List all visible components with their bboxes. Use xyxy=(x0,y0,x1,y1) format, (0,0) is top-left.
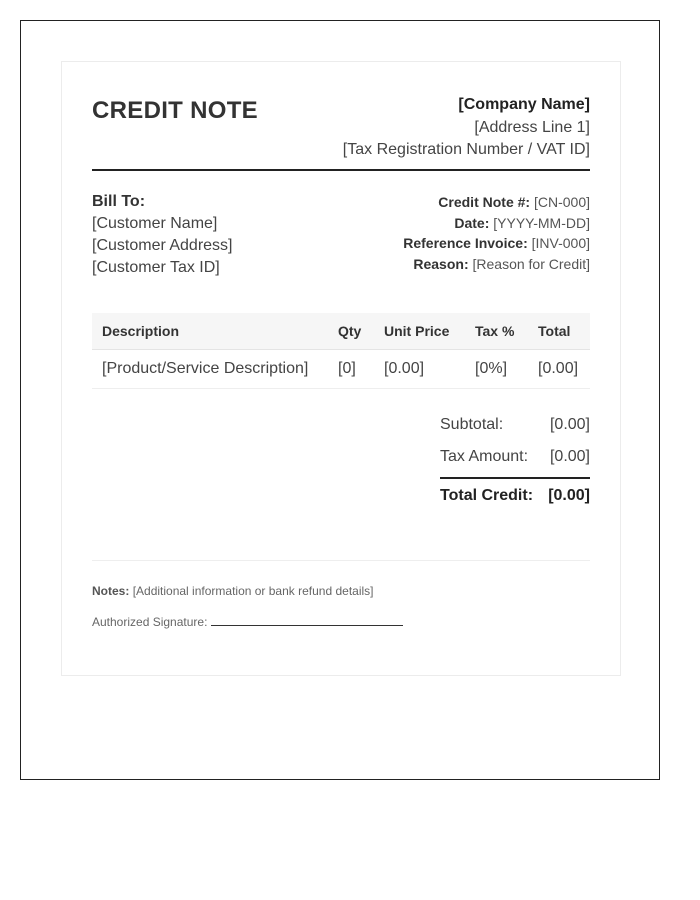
reason-value: [Reason for Credit] xyxy=(472,255,590,272)
column-header-unit-price: Unit Price xyxy=(374,313,465,349)
credit-note-number-row xyxy=(403,192,590,213)
notes-label: Notes: xyxy=(92,584,130,598)
date-label: Date: xyxy=(454,214,490,231)
credit-note-document xyxy=(61,61,621,676)
cell-description: [Product/Service Description] xyxy=(92,349,328,388)
totals-block xyxy=(440,409,590,513)
date-row xyxy=(403,213,590,234)
line-items-table xyxy=(92,313,590,389)
credit-note-number-label: Credit Note #: xyxy=(438,194,531,210)
document-footer xyxy=(92,560,590,630)
info-section xyxy=(92,171,590,313)
bill-to-block xyxy=(92,191,233,279)
signature-label: Authorized Signature: xyxy=(92,615,208,629)
signature-line xyxy=(92,613,590,630)
cell-unit-price: [0.00] xyxy=(374,349,465,388)
reference-invoice-row xyxy=(403,233,590,254)
customer-name: [Customer Name] xyxy=(92,215,218,232)
tax-amount-label: Tax Amount: xyxy=(440,447,529,465)
reference-invoice-value: [INV-000] xyxy=(531,235,590,251)
reference-invoice-label: Reference Invoice: xyxy=(403,235,528,251)
cell-total: [0.00] xyxy=(528,349,590,388)
notes-line xyxy=(92,583,590,599)
column-header-tax: Tax % xyxy=(465,313,528,349)
subtotal-label: Subtotal: xyxy=(440,415,504,433)
company-info xyxy=(343,94,590,162)
bill-to-heading: Bill To: xyxy=(92,193,146,210)
document-content xyxy=(92,92,590,629)
company-address-line-1: [Address Line 1] xyxy=(474,118,590,136)
company-name: [Company Name] xyxy=(458,96,590,113)
customer-address: [Customer Address] xyxy=(92,237,233,254)
customer-tax-id: [Customer Tax ID] xyxy=(92,259,220,276)
date-value: [YYYY-MM-DD] xyxy=(493,214,590,231)
signature-rule xyxy=(211,613,403,626)
credit-note-meta xyxy=(403,192,590,274)
document-title: CREDIT NOTE xyxy=(92,97,258,124)
reason-row xyxy=(403,254,590,275)
notes-text: [Additional information or bank refund details] xyxy=(132,584,374,598)
reason-label: Reason: xyxy=(413,255,469,272)
subtotal-row xyxy=(440,409,590,441)
cell-tax: [0%] xyxy=(465,349,528,388)
table-header-row xyxy=(92,313,590,349)
total-credit-label: Total Credit: xyxy=(440,486,534,504)
column-header-qty: Qty xyxy=(328,313,374,349)
tax-amount-row xyxy=(440,441,590,473)
column-header-total: Total xyxy=(528,313,590,349)
tax-amount-value: [0.00] xyxy=(549,447,590,465)
subtotal-value: [0.00] xyxy=(549,415,590,433)
credit-note-number-value: [CN-000] xyxy=(533,194,590,210)
document-header xyxy=(92,92,590,171)
company-tax-id: [Tax Registration Number / VAT ID] xyxy=(342,141,590,158)
column-header-description: Description xyxy=(92,313,328,349)
total-credit-value: [0.00] xyxy=(548,486,590,504)
table-row xyxy=(92,349,590,388)
cell-qty: [0] xyxy=(328,349,374,388)
total-credit-row xyxy=(440,477,590,513)
